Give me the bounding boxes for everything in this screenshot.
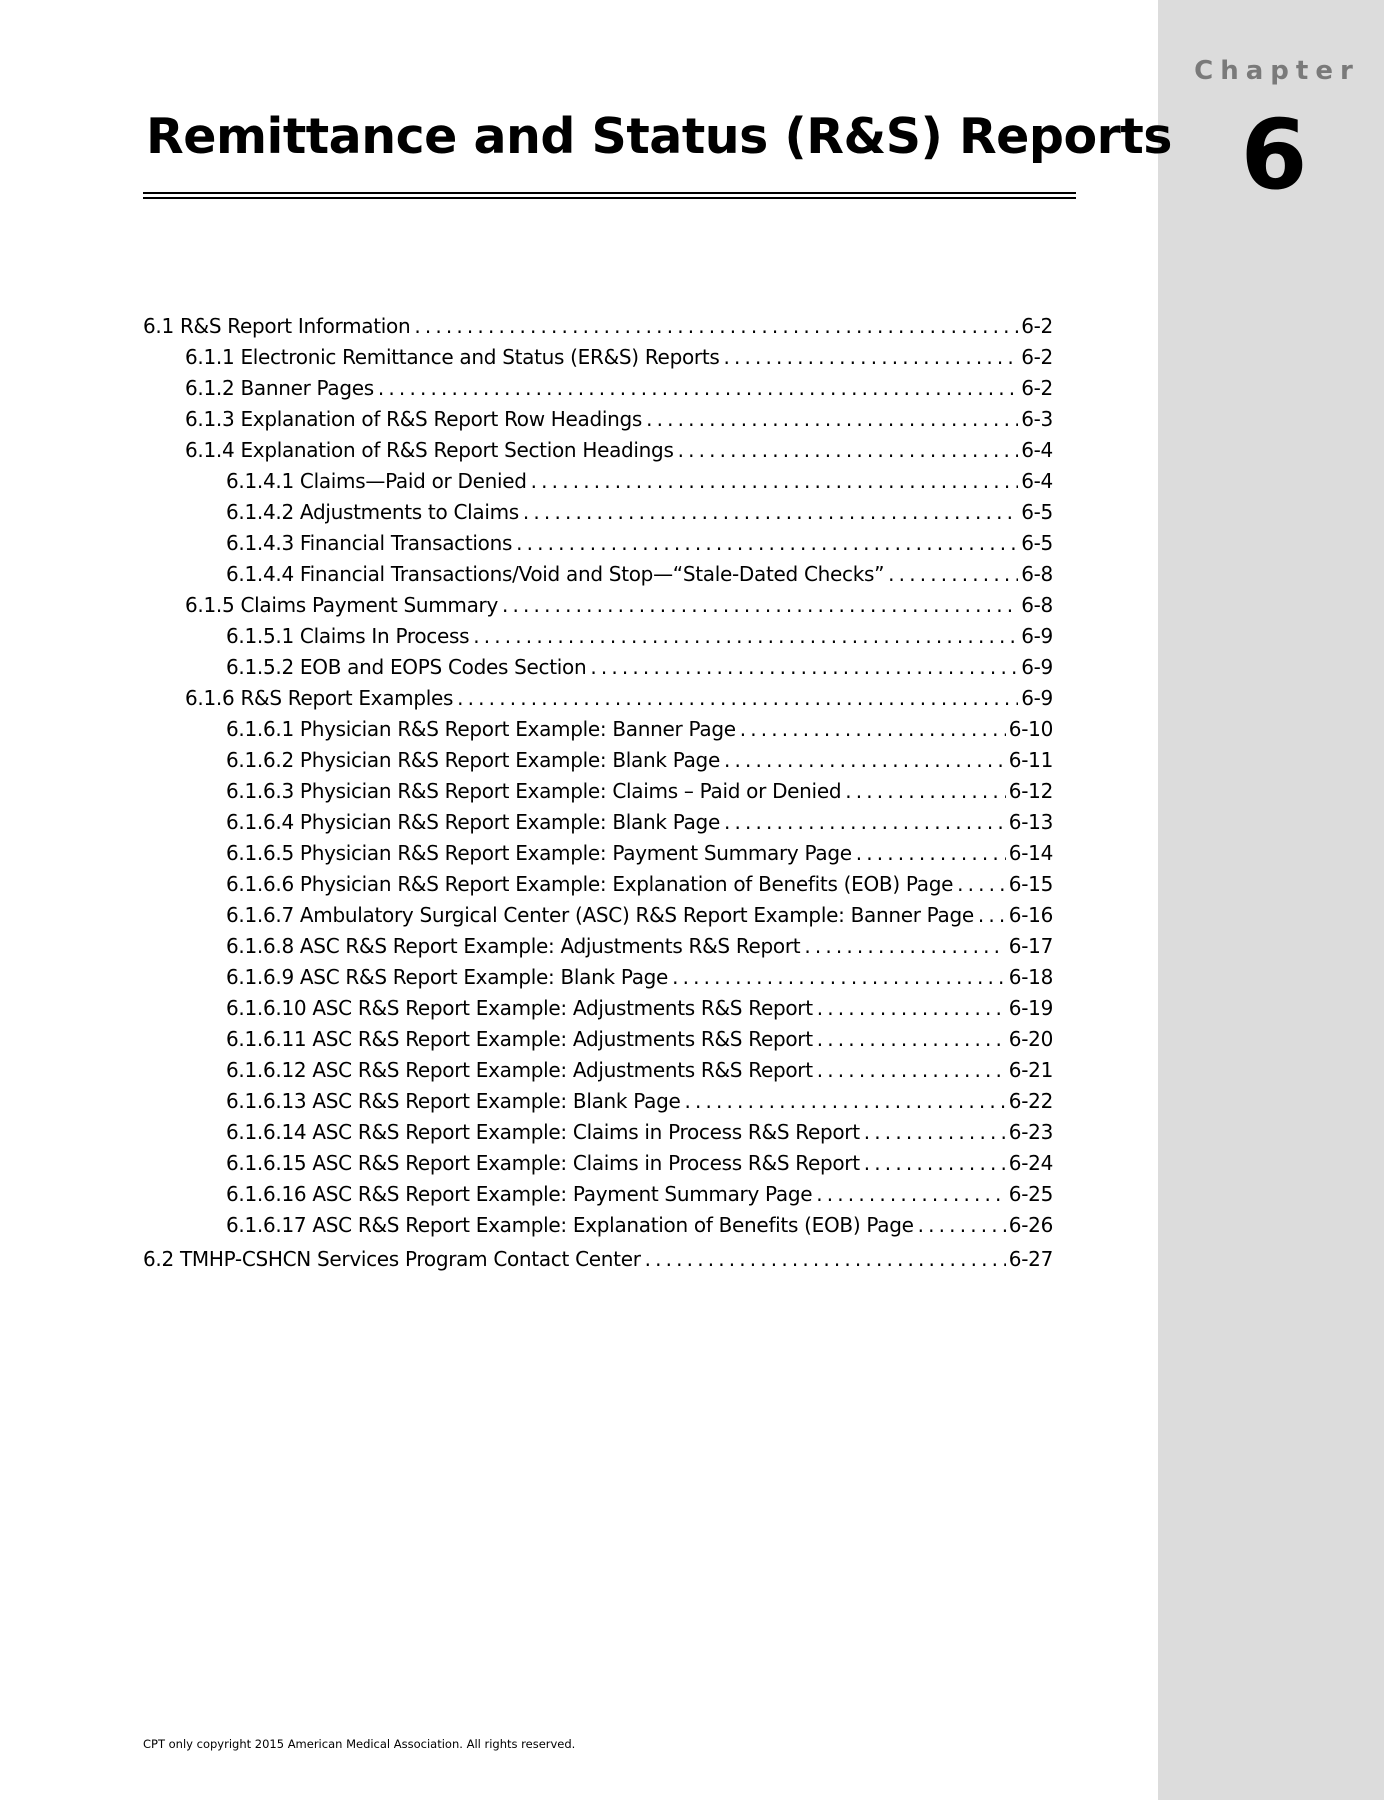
toc-entry-page: 6-14 [1008, 841, 1053, 865]
dot-leader [457, 686, 1018, 710]
toc-entry-title: 6.1.6.2 Physician R&S Report Example: Blank Page [226, 748, 720, 772]
toc-entry-page: 6-17 [1008, 934, 1053, 958]
dot-leader [918, 1213, 1006, 1237]
toc-entry-title: 6.1.4.1 Claims—Paid or Denied [226, 469, 527, 493]
toc-entry-title: 6.1.6.9 ASC R&S Report Example: Blank Page [226, 965, 669, 989]
toc-entry[interactable] [143, 531, 1053, 562]
toc-entry-page: 6-19 [1008, 996, 1053, 1020]
toc-entry[interactable] [143, 872, 1053, 903]
toc-entry-title: 6.1.4.2 Adjustments to Claims [226, 500, 519, 524]
toc-entry-title: 6.1.6.16 ASC R&S Report Example: Payment Summary Page [226, 1182, 813, 1206]
chapter-sidebar [1158, 0, 1384, 1800]
toc-entry-page: 6-2 [1021, 376, 1053, 400]
title-rule-double [143, 197, 1076, 199]
toc-entry-title: 6.1.6.10 ASC R&S Report Example: Adjustments R&S Report [226, 996, 813, 1020]
toc-entry[interactable] [143, 500, 1053, 531]
toc-entry-page: 6-18 [1008, 965, 1053, 989]
dot-leader [817, 1027, 1006, 1051]
dot-leader [864, 1120, 1006, 1144]
toc-entry[interactable] [143, 407, 1053, 438]
toc-entry-page: 6-8 [1021, 562, 1053, 586]
dot-leader [864, 1151, 1006, 1175]
toc-entry-title: 6.1.6.4 Physician R&S Report Example: Blank Page [226, 810, 720, 834]
copyright-footer: CPT only copyright 2015 American Medical Association. All rights reserved. [143, 1737, 576, 1751]
toc-entry[interactable] [143, 1213, 1053, 1244]
dot-leader [817, 996, 1006, 1020]
toc-entry-page: 6-20 [1008, 1027, 1053, 1051]
dot-leader [473, 624, 1018, 648]
toc-entry-title: 6.1.3 Explanation of R&S Report Row Headings [185, 407, 643, 431]
chapter-label: Chapter [1194, 56, 1360, 86]
dot-leader [516, 531, 1018, 555]
toc-entry-title: 6.1.4.4 Financial Transactions/Void and Stop—“Stale-Dated Checks” [226, 562, 885, 586]
toc-entry[interactable] [143, 1182, 1053, 1213]
dot-leader [724, 810, 1006, 834]
dot-leader [502, 593, 1018, 617]
toc-entry-page: 6-2 [1021, 314, 1053, 338]
toc-entry-title: 6.1.5.1 Claims In Process [226, 624, 470, 648]
toc-entry-page: 6-24 [1008, 1151, 1053, 1175]
toc-entry[interactable] [143, 779, 1053, 810]
toc-entry-title: 6.1.2 Banner Pages [185, 376, 374, 400]
toc-entry[interactable] [143, 686, 1053, 717]
dot-leader [678, 438, 1019, 462]
dot-leader [856, 841, 1006, 865]
toc-entry[interactable] [143, 1058, 1053, 1089]
toc-entry-page: 6-9 [1021, 655, 1053, 679]
toc-entry[interactable] [143, 934, 1053, 965]
toc-entry[interactable] [143, 624, 1053, 655]
toc-entry[interactable] [143, 655, 1053, 686]
dot-leader [646, 407, 1018, 431]
dot-leader [590, 655, 1018, 679]
toc-entry-page: 6-5 [1021, 531, 1053, 555]
toc-entry-title: 6.1.6.12 ASC R&S Report Example: Adjustments R&S Report [226, 1058, 813, 1082]
toc-entry[interactable] [143, 1247, 1053, 1278]
toc-entry-page: 6-21 [1008, 1058, 1053, 1082]
toc-entry-title: 6.2 TMHP-CSHCN Services Program Contact Center [143, 1247, 641, 1271]
dot-leader [378, 376, 1018, 400]
table-of-contents [143, 314, 1053, 1278]
toc-entry-page: 6-23 [1008, 1120, 1053, 1144]
toc-entry[interactable] [143, 345, 1053, 376]
toc-entry[interactable] [143, 593, 1053, 624]
toc-entry-page: 6-10 [1008, 717, 1053, 741]
toc-entry[interactable] [143, 717, 1053, 748]
toc-entry[interactable] [143, 810, 1053, 841]
toc-entry-page: 6-25 [1008, 1182, 1053, 1206]
dot-leader [645, 1247, 1006, 1271]
chapter-number: 6 [1240, 99, 1308, 211]
toc-entry[interactable] [143, 996, 1053, 1027]
toc-entry-title: 6.1.6.6 Physician R&S Report Example: Explanation of Benefits (EOB) Page [226, 872, 954, 896]
toc-entry-page: 6-16 [1008, 903, 1053, 927]
toc-entry[interactable] [143, 1120, 1053, 1151]
title-rule [143, 192, 1076, 194]
toc-entry-page: 6-8 [1021, 593, 1053, 617]
toc-entry-page: 6-13 [1008, 810, 1053, 834]
toc-entry-title: 6.1.4 Explanation of R&S Report Section Headings [185, 438, 674, 462]
dot-leader [816, 1182, 1006, 1206]
toc-entry-title: 6.1.4.3 Financial Transactions [226, 531, 513, 555]
toc-entry-page: 6-4 [1021, 438, 1053, 462]
toc-entry-title: 6.1.6.14 ASC R&S Report Example: Claims in Process R&S Report [226, 1120, 860, 1144]
dot-leader [531, 469, 1019, 493]
toc-entry-title: 6.1.5 Claims Payment Summary [185, 593, 499, 617]
toc-entry-page: 6-22 [1008, 1089, 1053, 1113]
toc-entry-title: 6.1 R&S Report Information [143, 314, 411, 338]
toc-entry-title: 6.1.6.1 Physician R&S Report Example: Banner Page [226, 717, 736, 741]
dot-leader [414, 314, 1018, 338]
toc-entry[interactable] [143, 469, 1053, 500]
toc-entry[interactable] [143, 314, 1053, 345]
toc-entry-title: 6.1.1 Electronic Remittance and Status (ER&S) Reports [185, 345, 720, 369]
dot-leader [523, 500, 1018, 524]
toc-entry[interactable] [143, 562, 1053, 593]
toc-entry-page: 6-3 [1021, 407, 1053, 431]
toc-entry-page: 6-9 [1021, 686, 1053, 710]
toc-entry-title: 6.1.6.17 ASC R&S Report Example: Explanation of Benefits (EOB) Page [226, 1213, 914, 1237]
dot-leader [888, 562, 1018, 586]
dot-leader [978, 903, 1006, 927]
toc-entry-title: 6.1.6.15 ASC R&S Report Example: Claims in Process R&S Report [226, 1151, 860, 1175]
toc-entry[interactable] [143, 903, 1053, 934]
toc-entry-page: 6-12 [1008, 779, 1053, 803]
toc-entry-page: 6-26 [1008, 1213, 1053, 1237]
toc-entry[interactable] [143, 376, 1053, 407]
toc-entry-title: 6.1.6.5 Physician R&S Report Example: Payment Summary Page [226, 841, 852, 865]
toc-entry[interactable] [143, 1089, 1053, 1120]
toc-entry[interactable] [143, 748, 1053, 779]
dot-leader [684, 1089, 1005, 1113]
toc-entry-title: 6.1.6.8 ASC R&S Report Example: Adjustments R&S Report [226, 934, 801, 958]
dot-leader [740, 717, 1006, 741]
toc-entry-page: 6-15 [1008, 872, 1053, 896]
dot-leader [672, 965, 1006, 989]
dot-leader [845, 779, 1006, 803]
toc-entry-title: 6.1.6.13 ASC R&S Report Example: Blank Page [226, 1089, 681, 1113]
toc-entry-page: 6-2 [1021, 345, 1053, 369]
toc-entry[interactable] [143, 1151, 1053, 1182]
page-title: Remittance and Status (R&S) Reports [146, 108, 1172, 165]
toc-entry-page: 6-9 [1021, 624, 1053, 648]
toc-entry-title: 6.1.5.2 EOB and EOPS Codes Section [226, 655, 587, 679]
toc-entry-title: 6.1.6.7 Ambulatory Surgical Center (ASC) R&S Report Example: Banner Page [226, 903, 974, 927]
toc-entry-page: 6-11 [1008, 748, 1053, 772]
toc-entry[interactable] [143, 438, 1053, 469]
toc-entry[interactable] [143, 965, 1053, 996]
dot-leader [804, 934, 1005, 958]
dot-leader [957, 872, 1006, 896]
dot-leader [724, 748, 1006, 772]
toc-entry-page: 6-5 [1021, 500, 1053, 524]
toc-entry-title: 6.1.6 R&S Report Examples [185, 686, 454, 710]
toc-entry-page: 6-27 [1008, 1247, 1053, 1271]
toc-entry-title: 6.1.6.3 Physician R&S Report Example: Claims – Paid or Denied [226, 779, 842, 803]
toc-entry[interactable] [143, 1027, 1053, 1058]
toc-entry[interactable] [143, 841, 1053, 872]
toc-entry-page: 6-4 [1021, 469, 1053, 493]
toc-entry-title: 6.1.6.11 ASC R&S Report Example: Adjustments R&S Report [226, 1027, 813, 1051]
dot-leader [723, 345, 1018, 369]
dot-leader [817, 1058, 1006, 1082]
